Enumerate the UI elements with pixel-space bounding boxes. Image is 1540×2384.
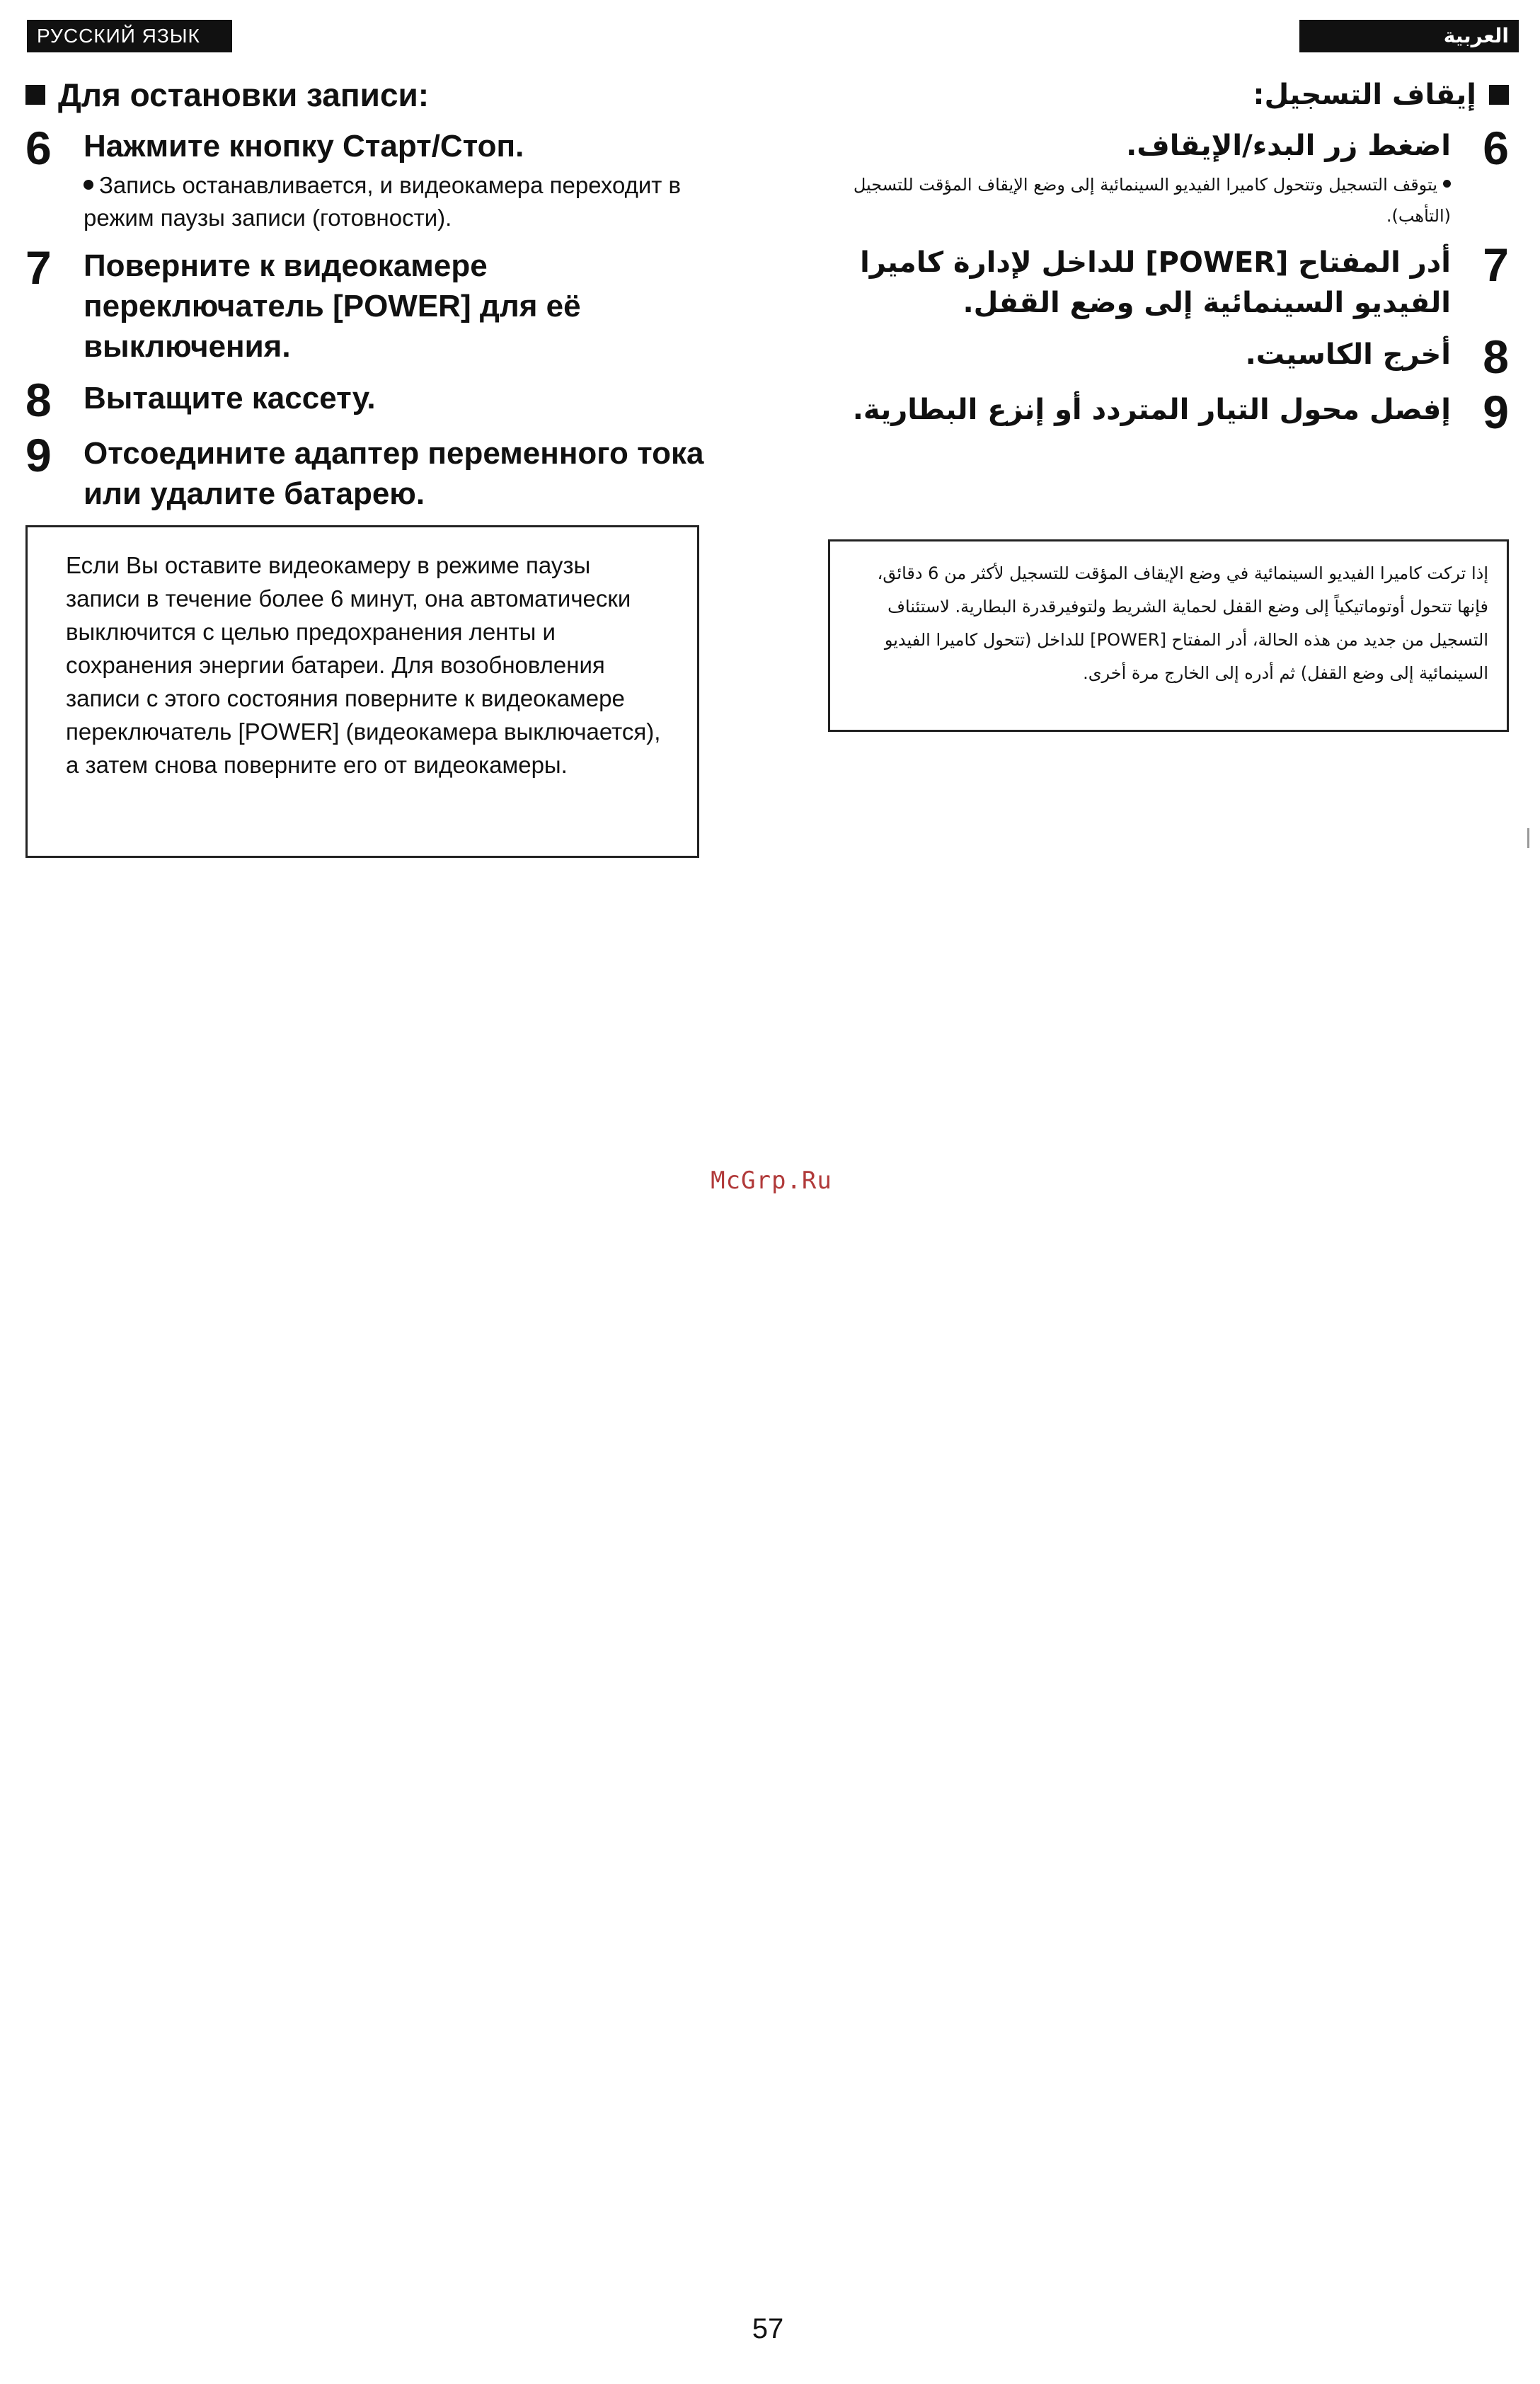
step-number: 6 bbox=[1483, 122, 1509, 174]
step-body bbox=[835, 390, 1451, 430]
step-number: 7 bbox=[1483, 239, 1509, 291]
step-number: 9 bbox=[1483, 386, 1509, 438]
step-title: إفصل محول التيار المتردد أو إنزع البطارية. bbox=[852, 394, 1451, 426]
russian-step-9 bbox=[25, 429, 712, 514]
step-number: 9 bbox=[25, 429, 52, 481]
arabic-step-6 bbox=[835, 122, 1509, 231]
watermark-text: McGrp.Ru bbox=[711, 1167, 832, 1195]
arabic-step-7 bbox=[835, 239, 1509, 323]
step-body bbox=[84, 378, 712, 418]
russian-language-tab: РУССКИЙ ЯЗЫК bbox=[27, 20, 232, 52]
step-number: 8 bbox=[25, 374, 52, 426]
russian-step-7 bbox=[25, 241, 712, 367]
russian-instructions bbox=[25, 74, 712, 525]
step-title: Нажмите кнопку Старт/Стоп. bbox=[84, 129, 524, 164]
step-title: أخرج الكاسيت. bbox=[1245, 338, 1451, 371]
bullet-dot-icon bbox=[1443, 180, 1451, 188]
arabic-heading-text: إيقاف التسجيل: bbox=[1253, 79, 1476, 111]
step-title: Вытащите кассету. bbox=[84, 381, 376, 416]
russian-heading-text: Для остановки записи: bbox=[58, 76, 430, 113]
step-number: 8 bbox=[1483, 331, 1509, 383]
russian-step-8 bbox=[25, 374, 712, 426]
step-title: اضغط زر البدء/الإيقاف. bbox=[1126, 130, 1451, 162]
square-bullet-icon bbox=[1489, 85, 1509, 105]
russian-section-heading bbox=[25, 74, 712, 116]
arabic-step-9 bbox=[835, 386, 1509, 438]
step-note bbox=[835, 169, 1451, 231]
russian-step-6 bbox=[25, 122, 712, 234]
square-bullet-icon bbox=[25, 85, 45, 105]
russian-note-box: Если Вы оставите видеокамеру в режиме паузы записи в течение более 6 минут, она автоматически выключится с целью предохранения ленты и сохранения энергии батареи. Для возобновления записи с этого состояния поверните к видеокамере переключатель [POWER] (видеокамера выключается), а затем снова поверните его от видеокамеры. bbox=[25, 525, 699, 858]
step-number: 6 bbox=[25, 122, 52, 174]
step-body bbox=[84, 246, 712, 367]
step-note-text: يتوقف التسجيل وتتحول كاميرا الفيديو السينمائية إلى وضع الإيقاف المؤقت للتسجيل (التأهب). bbox=[853, 175, 1451, 226]
arabic-step-8 bbox=[835, 331, 1509, 383]
bullet-dot-icon bbox=[84, 180, 93, 190]
step-title: Отсоедините адаптер переменного тока или удалите батарею. bbox=[84, 436, 704, 511]
step-body bbox=[84, 126, 712, 234]
arabic-section-heading bbox=[835, 74, 1509, 116]
step-body bbox=[835, 126, 1451, 231]
step-number: 7 bbox=[25, 241, 52, 294]
step-body bbox=[835, 335, 1451, 375]
page-number: 57 bbox=[752, 2313, 784, 2344]
arabic-note-box: إذا تركت كاميرا الفيديو السينمائية في وضع الإيقاف المؤقت للتسجيل لأكثر من 6 دقائق، فإنها تتحول أوتوماتيكياً إلى وضع القفل لحماية الشريط ولتوفيرقدرة البطارية. لاستئناف التسجيل من جديد من هذه الحالة، أدر المفتاح [POWER] للداخل (تتحول كاميرا الفيديو السينمائية إلى وضع القفل) ثم أدره إلى الخارج مرة أخرى. bbox=[828, 539, 1509, 732]
arabic-instructions bbox=[835, 74, 1509, 445]
step-title: Поверните к видеокамере переключатель [POWER] для её выключения. bbox=[84, 248, 581, 364]
step-title: أدر المفتاح [POWER] للداخل لإدارة كاميرا الفيديو السينمائية إلى وضع القفل. bbox=[860, 246, 1451, 319]
step-body bbox=[835, 243, 1451, 323]
arabic-language-tab: العربية bbox=[1299, 20, 1519, 52]
step-note-text: Запись останавливается, и видеокамера переходит в режим паузы записи (готовности). bbox=[84, 172, 682, 231]
scan-edge-mark bbox=[1527, 828, 1529, 848]
step-note bbox=[84, 169, 712, 234]
step-body bbox=[84, 433, 712, 514]
